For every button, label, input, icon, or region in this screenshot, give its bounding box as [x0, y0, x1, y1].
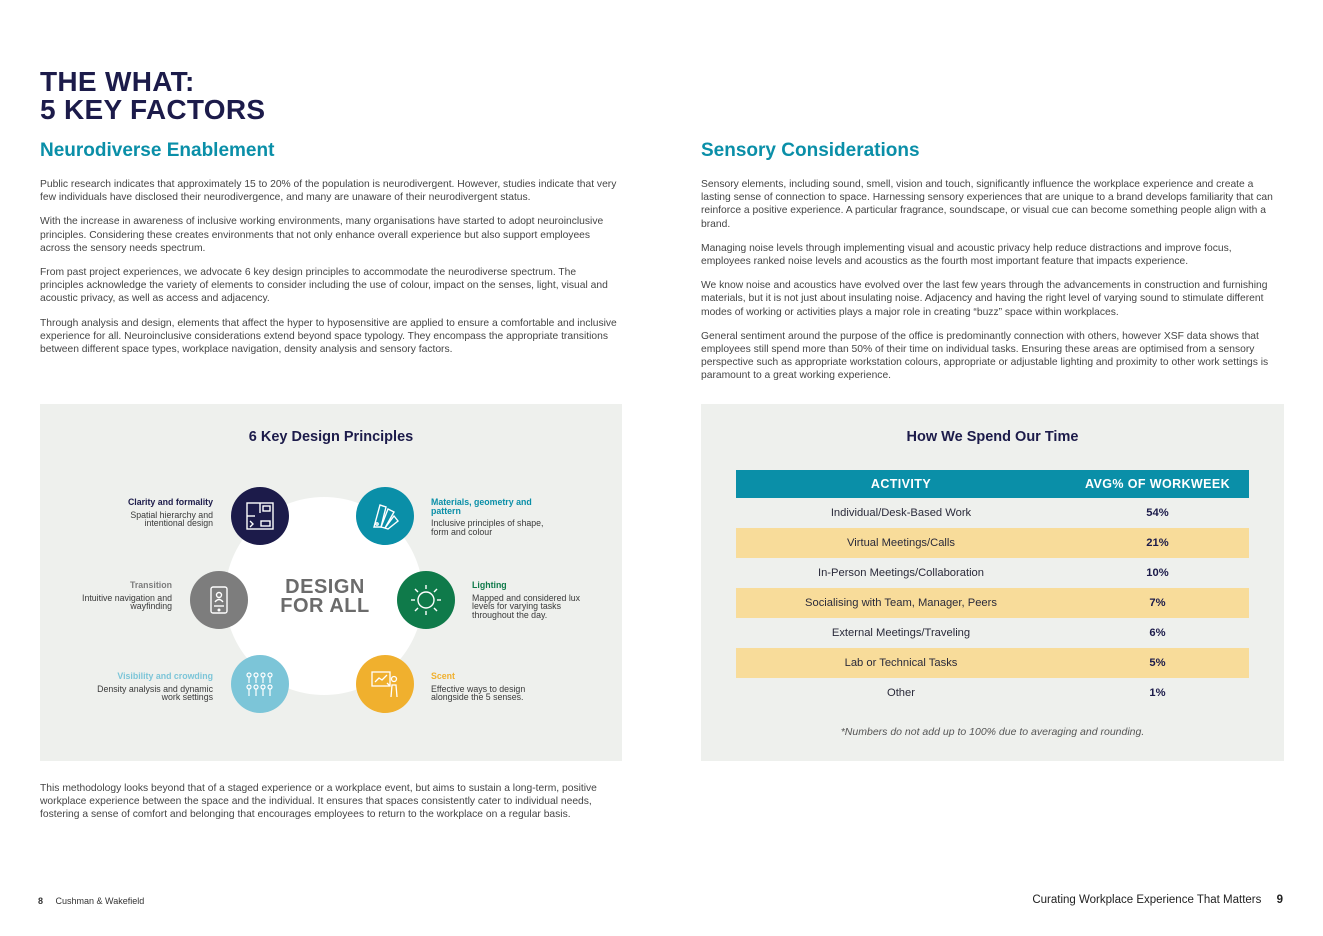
design-for-all-label — [240, 578, 410, 616]
transition-label — [55, 581, 172, 611]
page-title — [40, 68, 265, 124]
value-cell: 1% — [1149, 687, 1166, 699]
activity-cell: Virtual Meetings/Calls — [736, 528, 1066, 558]
paragraph: Public research indicates that approximately 15 to 20% of the population is neurodivergent. However, studies indicate that very few individuals have disclosed their neurodivergence, and many are unaware of their neurodivergent status. — [40, 179, 617, 204]
table-row — [736, 528, 1249, 558]
activity-cell: External Meetings/Traveling — [831, 627, 971, 639]
center-line1: DESIGN — [285, 576, 365, 598]
clarity-desc: Spatial hierarchy and intentional design — [130, 509, 213, 528]
lighting-label — [472, 581, 602, 619]
activity-cell: In-Person Meetings/Collaboration — [817, 567, 985, 579]
materials-desc: Inclusive principles of shape, form and colour — [431, 518, 544, 537]
crowd-icon — [243, 667, 277, 701]
materials-circle — [356, 487, 414, 545]
paragraph: With the increase in awareness of inclusive working environments, many organisations have started to adopt neuroinclusive principles. Considering these creates environments that not only enhance overall experience but also support employees across the sensory needs spectrum. — [40, 216, 604, 254]
paragraph: Managing noise levels through implementing visual and acoustic privacy help reduce distractions and improve focus, employees ranked noise levels and acoustics as the fourth most important feature that impacts experience. — [701, 242, 1232, 268]
materials-title: Materials, geometry and pattern — [431, 497, 532, 516]
value-cell: 6% — [1149, 627, 1166, 639]
presentation-icon — [368, 667, 402, 701]
swatch-fan-icon — [368, 499, 402, 533]
scent-desc: Effective ways to design alongside the 5 senses. — [431, 683, 526, 702]
scent-label — [431, 672, 561, 702]
table-row — [736, 558, 1249, 588]
clarity-title: Clarity and formality — [127, 497, 213, 507]
scent-title: Scent — [431, 671, 455, 681]
transition-circle — [190, 571, 248, 629]
paragraph: Sensory elements, including sound, smell, vision and touch, significantly influence the workplace experience and create a lasting sense of connection to space. Harnessing sensory experiences that are unique to a brand develops familiarity that can reinforce a positive experience. A particular fragrance, soundscape, or visual cue can become something people align with a brand. — [701, 179, 1273, 230]
time-table-title: How We Spend Our Time — [906, 429, 1079, 445]
clarity-label — [95, 498, 213, 528]
table-header-row — [736, 470, 1249, 498]
brand-name: Cushman & Wakefield — [55, 896, 145, 906]
col-activity: ACTIVITY — [736, 470, 1066, 498]
lighting-title: Lighting — [472, 580, 507, 590]
principles-title: 6 Key Design Principles — [248, 429, 414, 445]
scent-circle — [356, 655, 414, 713]
visibility-circle — [231, 655, 289, 713]
table-row — [736, 498, 1249, 528]
visibility-desc: Density analysis and dynamic work settings — [97, 683, 213, 702]
activity-cell: Lab or Technical Tasks — [736, 648, 1066, 678]
footer-right — [1032, 894, 1283, 906]
paragraph: We know noise and acoustics have evolved over the last few years through the advancements in construction and furnishing materials, but it is not just about insulating noise. Adjacency and having the right level of varying sound to stimulate different modes of working or activities plays a major role in creating “buzz” space within workplaces. — [701, 280, 1268, 318]
visibility-label — [93, 672, 213, 702]
page-number-left: 8 — [38, 896, 44, 906]
page-number-right: 9 — [1276, 894, 1283, 906]
value-cell: 54% — [1146, 507, 1169, 519]
visibility-title: Visibility and crowding — [117, 671, 213, 681]
activity-cell: Socialising with Team, Manager, Peers — [736, 588, 1066, 618]
paragraph: General sentiment around the purpose of the office is predominantly connection with others, however XSF data shows that employees still spend more than 50% of their time on individual tasks. Ensuring these areas are optimised from a sensory perspective such as appropriate workstation colours, appropriate or adjustable lighting and proximity to other work settings is paramount to a great working experience. — [701, 330, 1269, 382]
lighting-desc: Mapped and considered lux levels for varying tasks throughout the day. — [472, 592, 581, 620]
center-line2: FOR ALL — [280, 595, 370, 617]
kiosk-icon — [202, 583, 236, 617]
page-title-line2: 5 KEY FACTORS — [40, 94, 266, 125]
publication-title: Curating Workplace Experience That Matters — [1032, 894, 1262, 906]
activity-cell: Other — [887, 687, 915, 699]
value-cell: 7% — [1066, 588, 1249, 618]
closing-paragraph: This methodology looks beyond that of a staged experience or a workplace event, but aims to sustain a long-term, positive workplace experience between the space and the individual. It ensures that spaces consistently cater to individual needs, fostering a sense of comfort and belonging that encourages employees to return to the workplace on a regular basis. — [40, 783, 597, 821]
footer-left — [38, 896, 144, 906]
table-row — [736, 618, 1249, 648]
floorplan-icon — [243, 499, 277, 533]
table-row — [736, 648, 1249, 678]
transition-title: Transition — [129, 580, 172, 590]
time-table — [736, 470, 1249, 708]
table-row — [736, 588, 1249, 618]
sun-icon — [409, 583, 443, 617]
value-cell: 10% — [1146, 567, 1169, 579]
clarity-circle — [231, 487, 289, 545]
materials-label — [431, 498, 561, 536]
paragraph: Through analysis and design, elements that affect the hyper to hyposensitive are applied to ensure a comfortable and inclusive experience for all. Neuroinclusive considerations extend beyond space typology. They encompass the appropriate transitions between different space types, workplace navigation, density analysis and sensory factors. — [40, 317, 617, 356]
table-footnote: *Numbers do not add up to 100% due to averaging and rounding. — [840, 726, 1145, 738]
activity-cell: Individual/Desk-Based Work — [830, 507, 972, 519]
lighting-circle — [397, 571, 455, 629]
value-cell: 5% — [1066, 648, 1249, 678]
right-body-text — [701, 178, 1284, 394]
col-avg: AVG% OF WORKWEEK — [1066, 470, 1249, 498]
section-heading-neurodiverse: Neurodiverse Enablement — [40, 140, 275, 161]
table-row — [736, 678, 1249, 708]
transition-desc: Intuitive navigation and wayfinding — [82, 592, 172, 611]
left-body-text — [40, 178, 622, 367]
page-title-line1: THE WHAT: — [40, 66, 195, 97]
section-heading-sensory: Sensory Considerations — [701, 140, 920, 161]
value-cell: 21% — [1066, 528, 1249, 558]
paragraph: From past project experiences, we advocate 6 key design principles to accommodate the neurodiverse spectrum. The principles acknowledge the variety of elements to consider including the use of colour, impact on the senses, light, visual and acoustic privacy, as well as access and adjacency. — [40, 267, 608, 305]
